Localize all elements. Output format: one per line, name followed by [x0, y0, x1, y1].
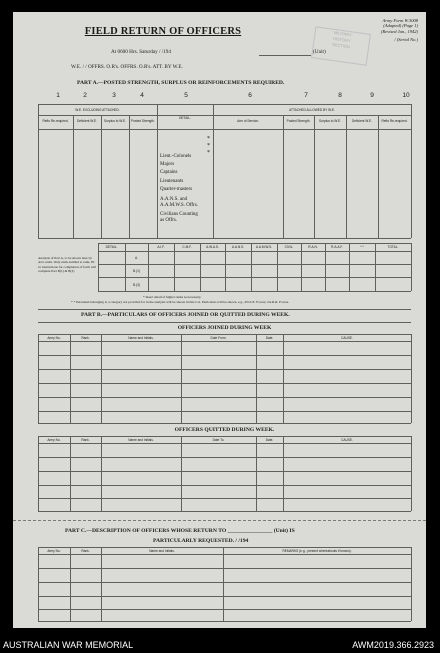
grid-line — [38, 238, 411, 239]
joined-header: Rank. — [81, 336, 90, 340]
col-number: 8 — [338, 92, 342, 99]
grid-line — [225, 243, 226, 291]
grid-line — [251, 243, 252, 291]
analysis-row-label: A. — [134, 256, 138, 260]
col-number: 4 — [140, 92, 144, 99]
grid-line — [38, 397, 411, 398]
rank-label: A.A.M.W.S. Offrs. — [160, 203, 198, 209]
rank-label: Quarter-masters — [160, 186, 193, 192]
grid-line — [256, 334, 257, 423]
grid-line — [349, 243, 350, 291]
analysis-header: R.A.N. — [308, 245, 318, 249]
sub-header: Arm of Service. — [237, 119, 259, 123]
grid-line — [181, 334, 182, 423]
sub-header: Surplus to W.E. — [104, 119, 126, 123]
grid-line — [129, 115, 130, 238]
analysis-header: R.A.A.F. — [331, 245, 343, 249]
rank-label: Captains — [160, 170, 178, 176]
rank-label: Majors — [160, 162, 175, 168]
quitted-header: Name and Initials. — [128, 438, 154, 442]
grid-line — [157, 104, 158, 238]
grid-line — [38, 411, 411, 412]
form-ref-line: (Adapted) (Page 1) — [383, 23, 418, 29]
joined-header: CAUSE. — [341, 336, 353, 340]
joined-title: OFFICERS JOINED DURING WEEK — [177, 325, 272, 331]
analysis-header: A.A.M.W.S. — [255, 245, 273, 249]
grid-line — [38, 436, 411, 437]
sub-header: Deficient W.E. — [351, 119, 373, 123]
grid-line — [38, 471, 411, 472]
grid-line — [38, 436, 39, 511]
analysis-header: A.A.N.S. — [231, 245, 245, 249]
sub-header: Refts Re-required. — [42, 119, 69, 123]
grid-line — [411, 243, 412, 291]
grid-line — [411, 104, 412, 238]
sub-header: Deficient W.E. — [76, 119, 98, 123]
analysis-header: A.I.F. — [157, 245, 165, 249]
rank-list — [160, 153, 198, 224]
grid-line — [38, 596, 411, 597]
stamp-text: MILITARY — [333, 29, 353, 38]
part-b-heading: PART B.—PARTICULARS OF OFFICERS JOINED OR QUITTED DURING WEEK. — [81, 312, 290, 318]
grid-line — [38, 355, 411, 356]
asterisk-marks: * * * — [207, 136, 210, 156]
grid-line — [38, 104, 39, 238]
rank-label: Civilians Counting — [160, 212, 198, 218]
grid-line — [70, 334, 71, 423]
grid-line — [101, 547, 102, 621]
form-reference — [381, 18, 418, 43]
grid-line — [301, 243, 302, 291]
grid-line — [223, 547, 224, 621]
grid-line — [38, 309, 411, 310]
joined-header: Army No. — [47, 336, 61, 340]
part-c-header: Name and Initials. — [149, 549, 175, 553]
grid-line — [38, 621, 411, 622]
grid-line — [181, 436, 182, 511]
grid-line — [213, 104, 214, 238]
sub-header: Posted Strength. — [286, 119, 311, 123]
grid-line — [283, 436, 284, 511]
form-title: FIELD RETURN OF OFFICERS — [84, 26, 242, 37]
grid-line — [101, 436, 102, 511]
detail-header: DETAIL. — [179, 116, 191, 120]
grid-line — [325, 243, 326, 291]
grid-line — [38, 104, 411, 105]
grid-line — [38, 498, 411, 499]
col-number: 5 — [184, 92, 188, 99]
grid-line — [38, 443, 411, 444]
grid-line — [38, 334, 411, 335]
grid-line — [98, 251, 411, 252]
grid-line — [38, 554, 411, 555]
grid-line — [101, 115, 102, 238]
grid-line — [73, 115, 74, 238]
sub-header: Posted Strength. — [131, 119, 155, 123]
grid-line — [283, 115, 284, 238]
grid-line — [38, 423, 411, 424]
form-page — [13, 12, 426, 628]
grid-line — [98, 277, 411, 278]
stamp-text: SECTION — [331, 41, 351, 50]
grid-line — [411, 334, 412, 423]
joined-header: Date. — [265, 336, 274, 340]
form-ref-line: (Revised Jan., 1942) — [381, 28, 418, 34]
analysis-row-label: B.(3) — [133, 283, 140, 287]
sub-header: Refts Re-required. — [381, 119, 408, 123]
attached-allowed-header: ATTACHED ALLOWED BY W.E. — [289, 108, 335, 112]
grid-line — [277, 243, 278, 291]
col-number: 1 — [56, 92, 60, 99]
form-ref-line: Army Form W.3008 — [382, 18, 418, 23]
sub-header: Surplus to W.E. — [319, 119, 341, 123]
grid-line — [98, 291, 411, 292]
grid-line — [38, 322, 411, 323]
grid-line — [38, 547, 411, 548]
grid-line — [38, 547, 39, 621]
footnote: * Insert detail of higher ranks as necessary. — [143, 295, 202, 299]
grid-line — [411, 436, 412, 511]
quitted-header: Date To. — [212, 438, 225, 442]
analysis-row-label: B.(1) — [133, 269, 140, 273]
col-number: 7 — [304, 92, 308, 99]
grid-line — [38, 511, 411, 512]
we-excluding-header: W.E. EXCLUDING ATTACHED. — [75, 108, 120, 112]
grid-line — [148, 243, 149, 291]
quitted-header: Date. — [265, 438, 274, 442]
grid-line — [70, 547, 71, 621]
grid-line — [98, 243, 411, 244]
quitted-title: OFFICERS QUITTED DURING WEEK. — [174, 427, 275, 433]
grid-line — [38, 485, 411, 486]
grid-line — [38, 341, 411, 342]
joined-header: Name and Initials. — [128, 336, 154, 340]
grid-line — [38, 609, 411, 610]
date-line: At 0600 Hrs. Saturday / /194 — [111, 49, 171, 55]
joined-header: Date From. — [210, 336, 227, 340]
unit-label: (Unit) — [313, 49, 326, 55]
col-number: 6 — [248, 92, 252, 99]
part-c-header: Army No. — [47, 549, 61, 553]
analysis-note: Analysis of Part A, to be shown here by ALL units. Only units entitled to rank, IN ev instructions for completion of form will complete Part B(1) & B(3) — [38, 256, 97, 274]
part-a-heading: PART A.—POSTED STRENGTH, SURPLUS OR REINFORCEMENTS REQUIRED. — [77, 80, 285, 86]
grid-line — [283, 334, 284, 423]
part-c-heading-2: PARTICULARLY REQUESTED. / /194 — [153, 538, 249, 544]
serial-number: / (Serial No.) — [394, 37, 418, 43]
stamp-text: HISTORY — [332, 35, 351, 44]
quitted-header: Rank. — [81, 438, 90, 442]
analysis-header: TOTAL. — [387, 245, 399, 249]
rank-label: Lieutenants — [160, 178, 184, 184]
quitted-header: CAUSE. — [341, 438, 353, 442]
unit-underline — [259, 55, 311, 56]
rank-label: as Offrs. — [160, 218, 178, 224]
grid-line — [98, 243, 99, 291]
col-number: 3 — [112, 92, 116, 99]
grid-line — [38, 334, 39, 423]
grid-line — [38, 383, 411, 384]
grid-line — [38, 129, 411, 130]
analysis-header: C.M.F. — [182, 245, 192, 249]
part-c-header: Rank. — [81, 549, 90, 553]
grid-line — [346, 115, 347, 238]
col-number: 9 — [370, 92, 374, 99]
grid-line — [70, 436, 71, 511]
grid-line — [101, 334, 102, 423]
analysis-header: A.W.A.S. — [206, 245, 219, 249]
perforation-line — [13, 520, 426, 521]
grid-line — [38, 115, 411, 116]
grid-line — [314, 115, 315, 238]
part-c-heading: PART C.—DESCRIPTION OF OFFICERS WHOSE RETURN TO ________________ (Unit) IS — [65, 528, 295, 534]
rank-label: Lieut.-Colonels — [160, 154, 192, 159]
analysis-header: * * — [360, 245, 364, 249]
analysis-header: CIVIL. — [284, 245, 294, 249]
part-c-header: REMARKS (e.g., present whereabouts if known). — [282, 549, 352, 553]
grid-line — [200, 243, 201, 291]
grid-line — [256, 436, 257, 511]
col-number: 10 — [402, 92, 410, 99]
grid-line — [378, 115, 379, 238]
caption-bar — [0, 636, 440, 653]
archive-stamp — [311, 26, 371, 65]
grid-line — [375, 243, 376, 291]
grid-line — [38, 369, 411, 370]
rank-label: A.A.N.S. and — [160, 197, 188, 203]
grid-line — [38, 457, 411, 458]
grid-line — [98, 264, 411, 265]
grid-line — [174, 243, 175, 291]
grid-line — [38, 568, 411, 569]
grid-line — [411, 547, 412, 621]
quitted-header: Army No. — [47, 438, 61, 442]
we-line: W.E. / / OFFRS. O.R's. OFFRS. O.R's. ATT. BY W.E. — [71, 64, 183, 70]
caption-left: AUSTRALIAN WAR MEMORIAL — [3, 640, 134, 650]
col-number: 2 — [83, 92, 87, 99]
grid-line — [38, 582, 411, 583]
analysis-header: DETAIL. — [105, 245, 118, 249]
footnote: * * Personnel belonging to a category not provided for in the analysis will be shown in this Col. Particulars will be shown, e.g., 2N.Z.E. Forces; 2A.R.R. Forces. — [71, 300, 290, 304]
caption-right: AWM2019.366.2923 — [352, 640, 434, 650]
